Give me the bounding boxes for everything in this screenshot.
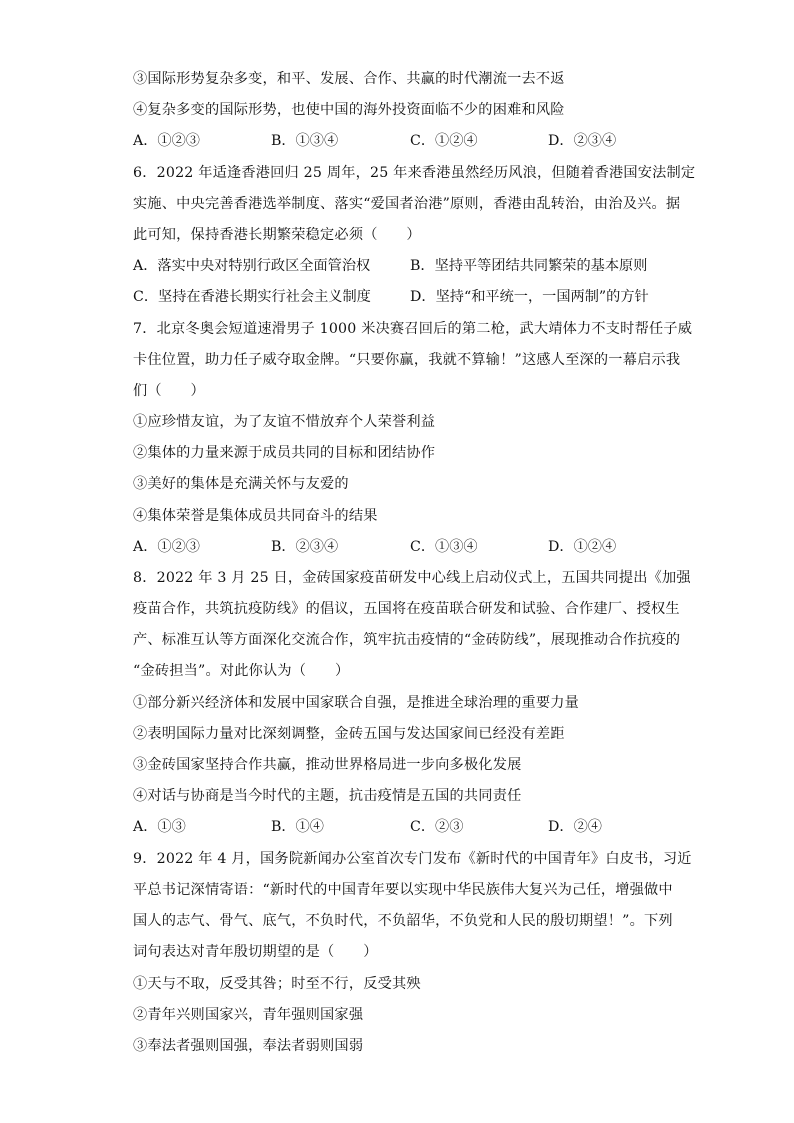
q7-option-a: A．①②③	[133, 539, 200, 555]
q7-option-c: C．①③④	[410, 539, 478, 555]
q8-option-a: A．①③	[133, 819, 186, 835]
q8-statement-3: ③金砖国家坚持合作共赢，推动世界格局进一步向多极化发展	[133, 757, 522, 773]
q8-statement-4: ④对话与协商是当今时代的主题，抗击疫情是五国的共同责任	[133, 788, 522, 804]
q7-stem-line-1: 7．北京冬奥会短道速滑男子 1000 米决赛召回后的第二枪，武大靖体力不支时帮任子威	[133, 321, 693, 337]
q7-option-d: D．①②④	[548, 539, 617, 555]
q6-stem-line-1: 6．2022 年适逢香港回归 25 周年，25 年来香港虽然经历风浪，但随着香港国安法制定	[133, 165, 696, 181]
q9-statement-2: ②青年兴则国家兴，青年强则国家强	[133, 1007, 364, 1023]
q8-stem-line-1: 8．2022 年 3 月 25 日，金砖国家疫苗研发中心线上启动仪式上，五国共同提出《加强	[133, 570, 691, 586]
q8-stem-line-4: “金砖担当”。对此你认为（ ）	[133, 663, 350, 679]
q9-stem-line-3: 国人的志气、骨气、底气，不负时代，不负韶华，不负党和人民的殷切期望！”。下列	[133, 913, 673, 929]
q5-statement-4: ④复杂多变的国际形势，也使中国的海外投资面临不少的困难和风险	[133, 102, 565, 118]
q8-statement-2: ②表明国际力量对比深刻调整，金砖五国与发达国家间已经没有差距	[133, 726, 565, 742]
q8-option-d: D．②④	[548, 819, 602, 835]
q8-option-c: C．②③	[410, 819, 464, 835]
q9-statement-3: ③奉法者强则国强，奉法者弱则国弱	[133, 1038, 364, 1054]
q9-statement-1: ①天与不取，反受其咎；时至不行，反受其殃	[133, 976, 421, 992]
q5-option-c: C．①②④	[410, 133, 478, 149]
q8-stem-line-2: 疫苗合作，共筑抗疫防线》的倡议，五国将在疫苗联合研发和试验、合作建厂、授权生	[133, 601, 680, 617]
q6-option-b: B．坚持平等团结共同繁荣的基本原则	[410, 258, 648, 274]
q5-option-b: B．①③④	[271, 133, 339, 149]
q6-option-d: D．坚持“和平统一，一国两制”的方针	[410, 289, 649, 305]
q7-stem-line-2: 卡住位置，助力任子威夺取金牌。“只要你赢，我就不算输！”这感人至深的一幕启示我	[133, 352, 681, 368]
q5-option-a: A．①②③	[133, 133, 200, 149]
q5-statement-3: ③国际形势复杂多变，和平、发展、合作、共赢的时代潮流一去不返	[133, 71, 565, 87]
q6-stem-line-3: 此可知，保持香港长期繁荣稳定必须（ ）	[133, 227, 421, 243]
q8-statement-1: ①部分新兴经济体和发展中国家联合自强，是推进全球治理的重要力量	[133, 695, 580, 711]
q6-option-a: A．落实中央对特别行政区全面管治权	[133, 258, 371, 274]
q7-option-b: B．②③④	[271, 539, 339, 555]
q7-statement-2: ②集体的力量来源于成员共同的目标和团结协作	[133, 445, 436, 461]
q5-option-d: D．②③④	[548, 133, 617, 149]
q9-stem-line-2: 平总书记深情寄语：“新时代的中国青年要以实现中华民族伟大复兴为己任，增强做中	[133, 882, 673, 898]
q8-stem-line-3: 产、标准互认等方面深化交流合作，筑牢抗击疫情的“金砖防线”，展现推动合作抗疫的	[133, 632, 681, 648]
q7-statement-4: ④集体荣誉是集体成员共同奋斗的结果	[133, 508, 378, 524]
q7-statement-1: ①应珍惜友谊，为了友谊不惜放弃个人荣誉利益	[133, 414, 436, 430]
q6-option-c: C．坚持在香港长期实行社会主义制度	[133, 289, 371, 305]
q8-option-b: B．①④	[271, 819, 324, 835]
q7-statement-3: ③美好的集体是充满关怀与友爱的	[133, 476, 349, 492]
q9-stem-line-4: 词句表达对青年殷切期望的是（ ）	[133, 944, 378, 960]
q6-stem-line-2: 实施、中央完善香港选举制度、落实“爱国者治港”原则，香港由乱转治，由治及兴。据	[133, 196, 681, 212]
q9-stem-line-1: 9．2022 年 4 月，国务院新闻办公室首次专门发布《新时代的中国青年》白皮书，习近	[133, 851, 692, 867]
q7-stem-line-3: 们（ ）	[133, 383, 205, 399]
